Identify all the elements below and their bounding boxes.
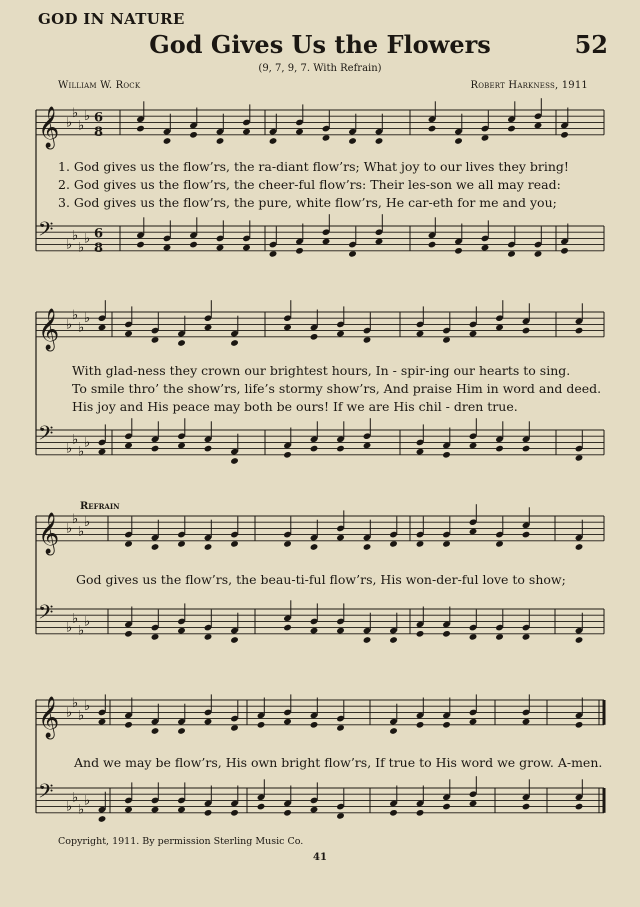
notehead [442, 451, 451, 459]
flat-icon: ♭ [84, 435, 91, 451]
notehead [189, 241, 198, 249]
notehead [442, 540, 451, 548]
time-signature-top: 6 [94, 110, 104, 126]
notehead [283, 540, 292, 548]
flat-icon: ♭ [84, 515, 91, 531]
notehead [416, 630, 425, 638]
notehead [336, 445, 345, 453]
notehead [283, 451, 292, 459]
notehead [177, 727, 186, 735]
notehead [163, 244, 172, 252]
verse-3-line-2: His joy and His peace may both be ours! If we are His chil - dren true. [72, 399, 518, 414]
notehead [310, 806, 319, 814]
notehead [283, 324, 292, 332]
notehead [336, 534, 345, 542]
notehead [163, 137, 172, 145]
notehead [124, 442, 133, 450]
notehead [575, 454, 584, 462]
notehead [310, 445, 319, 453]
notehead [428, 125, 437, 133]
notehead [336, 330, 345, 338]
notehead [469, 633, 478, 641]
notehead [495, 540, 504, 548]
notehead [242, 128, 251, 136]
notehead [495, 324, 504, 332]
notehead [416, 330, 425, 338]
page-number: 41 [313, 852, 327, 863]
flat-icon: ♭ [84, 311, 91, 327]
notehead [177, 442, 186, 450]
notehead [151, 727, 160, 735]
notehead [124, 330, 133, 338]
notehead [124, 630, 133, 638]
notehead [442, 721, 451, 729]
notehead [575, 803, 584, 811]
refrain-label: Refrain [80, 501, 120, 512]
notehead [363, 543, 372, 551]
notehead [204, 809, 213, 817]
notehead [336, 724, 345, 732]
flat-icon: ♭ [66, 115, 73, 131]
notehead [124, 721, 133, 729]
notehead [575, 721, 584, 729]
notehead [98, 448, 107, 456]
notehead [534, 250, 543, 258]
notehead [469, 442, 478, 450]
notehead [560, 247, 569, 255]
notehead [454, 247, 463, 255]
notehead [204, 445, 213, 453]
notehead [269, 250, 278, 258]
notehead [322, 134, 331, 142]
notehead [136, 241, 145, 249]
notehead [136, 125, 145, 133]
notehead [442, 630, 451, 638]
verse-1-line-2: With glad-ness they crown our brightest hours, In - spir-ing our hearts to sing. [72, 363, 571, 378]
flat-icon: ♭ [72, 432, 79, 448]
flat-icon: ♭ [66, 441, 73, 457]
flat-icon: ♭ [84, 231, 91, 247]
notehead [442, 336, 451, 344]
flat-icon: ♭ [66, 317, 73, 333]
notehead [151, 445, 160, 453]
time-signature-bottom: 8 [94, 124, 104, 140]
notehead [98, 815, 107, 823]
notehead [575, 543, 584, 551]
refrain-line-2: And we may be flow’rs, His own bright flow’rs, If true to His word we grow. A-men. [74, 755, 603, 770]
notehead [416, 721, 425, 729]
verse-2-line-1: 2. God gives us the flow’rs, the cheer-ful flow’rs: Their les-son we all may read: [58, 177, 561, 192]
notehead [348, 137, 357, 145]
notehead [283, 809, 292, 817]
notehead [469, 800, 478, 808]
notehead [363, 636, 372, 644]
copyright-notice: Copyright, 1911. By permission Sterling Music Co. [58, 836, 304, 847]
notehead [204, 718, 213, 726]
notehead [295, 128, 304, 136]
flat-icon: ♭ [72, 308, 79, 324]
notehead [416, 540, 425, 548]
verse-1-line-1: 1. God gives us the flow’rs, the ra-diant flow’rs; What joy to our lives they bring! [58, 159, 569, 174]
notehead [177, 540, 186, 548]
notehead [151, 543, 160, 551]
notehead [310, 333, 319, 341]
bass-clef-icon: 𝄢 [38, 217, 54, 246]
flat-icon: ♭ [78, 623, 85, 639]
bass-clef-icon: 𝄢 [38, 779, 54, 808]
flat-icon: ♭ [66, 705, 73, 721]
notehead [469, 718, 478, 726]
notehead [230, 540, 239, 548]
flat-icon: ♭ [78, 320, 85, 336]
notehead [177, 627, 186, 635]
notehead [230, 457, 239, 465]
notehead [230, 636, 239, 644]
notehead [269, 137, 278, 145]
notehead [230, 809, 239, 817]
notehead [336, 627, 345, 635]
flat-icon: ♭ [66, 521, 73, 537]
hymn-number: 52 [574, 30, 608, 59]
notehead [481, 244, 490, 252]
notehead [204, 633, 213, 641]
notehead [151, 806, 160, 814]
notehead [507, 125, 516, 133]
notehead [204, 543, 213, 551]
flat-icon: ♭ [84, 699, 91, 715]
notehead [310, 543, 319, 551]
meter-line: (9, 7, 9, 7. With Refrain) [258, 63, 382, 74]
notehead [481, 134, 490, 142]
notehead [124, 540, 133, 548]
notehead [522, 718, 531, 726]
notehead [375, 238, 384, 246]
notehead [416, 448, 425, 456]
notehead [336, 812, 345, 820]
flat-icon: ♭ [72, 696, 79, 712]
time-signature-bottom: 8 [94, 240, 104, 256]
notehead [363, 336, 372, 344]
notehead [242, 244, 251, 252]
notehead [560, 131, 569, 139]
treble-clef-icon: 𝄞 [38, 308, 60, 350]
flat-icon: ♭ [84, 614, 91, 630]
notehead [389, 636, 398, 644]
notehead [375, 137, 384, 145]
notehead [310, 627, 319, 635]
notehead [575, 636, 584, 644]
notehead [283, 624, 292, 632]
notehead [522, 633, 531, 641]
notehead [216, 244, 225, 252]
treble-clef-icon: 𝄞 [38, 512, 60, 554]
notehead [98, 718, 107, 726]
flat-icon: ♭ [78, 444, 85, 460]
flat-icon: ♭ [84, 793, 91, 809]
notehead [495, 633, 504, 641]
notehead [522, 445, 531, 453]
treble-clef-icon: 𝄞 [38, 106, 60, 148]
notehead [522, 327, 531, 335]
notehead [428, 241, 437, 249]
notehead [257, 721, 266, 729]
notehead [469, 528, 478, 536]
refrain-line-1: God gives us the flow’rs, the beau-ti-ful flow’rs, His won-der-ful love to show; [76, 572, 566, 587]
notehead [216, 137, 225, 145]
verse-2-line-2: To smile thro’ the show’rs, life’s stormy show’rs, And praise Him in word and deed. [72, 381, 602, 396]
notehead [295, 247, 304, 255]
bass-clef-icon: 𝄢 [38, 421, 54, 450]
flat-icon: ♭ [72, 790, 79, 806]
notehead [177, 339, 186, 347]
flat-icon: ♭ [72, 228, 79, 244]
author-credit: William W. Rock [58, 80, 141, 91]
notehead [124, 806, 133, 814]
notehead [363, 442, 372, 450]
notehead [98, 324, 107, 332]
flat-icon: ♭ [66, 237, 73, 253]
section-heading: GOD IN NATURE [38, 10, 185, 28]
notehead [534, 122, 543, 130]
time-signature-top: 6 [94, 226, 104, 242]
notehead [416, 809, 425, 817]
treble-clef-icon: 𝄞 [38, 696, 60, 738]
flat-icon: ♭ [72, 106, 79, 122]
notehead [575, 327, 584, 335]
notehead [151, 633, 160, 641]
flat-icon: ♭ [78, 240, 85, 256]
notehead [507, 250, 516, 258]
composer-credit: Robert Harkness, 1911 [470, 80, 588, 91]
notehead [389, 809, 398, 817]
flat-icon: ♭ [66, 620, 73, 636]
notehead [522, 803, 531, 811]
notehead [389, 540, 398, 548]
flat-icon: ♭ [78, 708, 85, 724]
notehead [442, 803, 451, 811]
notehead [389, 727, 398, 735]
notehead [230, 724, 239, 732]
notehead [469, 330, 478, 338]
notehead [522, 531, 531, 539]
notehead [310, 721, 319, 729]
flat-icon: ♭ [72, 512, 79, 528]
flat-icon: ♭ [72, 611, 79, 627]
notehead [495, 445, 504, 453]
notehead [257, 803, 266, 811]
notehead [230, 339, 239, 347]
notehead [322, 238, 331, 246]
verse-3-line-1: 3. God gives us the flow’rs, the pure, white flow’rs, He car-eth for me and you; [58, 195, 557, 210]
notehead [454, 137, 463, 145]
flat-icon: ♭ [78, 118, 85, 134]
notehead [348, 250, 357, 258]
flat-icon: ♭ [66, 799, 73, 815]
flat-icon: ♭ [84, 109, 91, 125]
bass-clef-icon: 𝄢 [38, 600, 54, 629]
flat-icon: ♭ [78, 524, 85, 540]
notehead [283, 718, 292, 726]
notehead [204, 324, 213, 332]
notehead [177, 806, 186, 814]
notehead [189, 131, 198, 139]
hymn-title: God Gives Us the Flowers [149, 30, 491, 59]
notehead [151, 336, 160, 344]
flat-icon: ♭ [78, 802, 85, 818]
